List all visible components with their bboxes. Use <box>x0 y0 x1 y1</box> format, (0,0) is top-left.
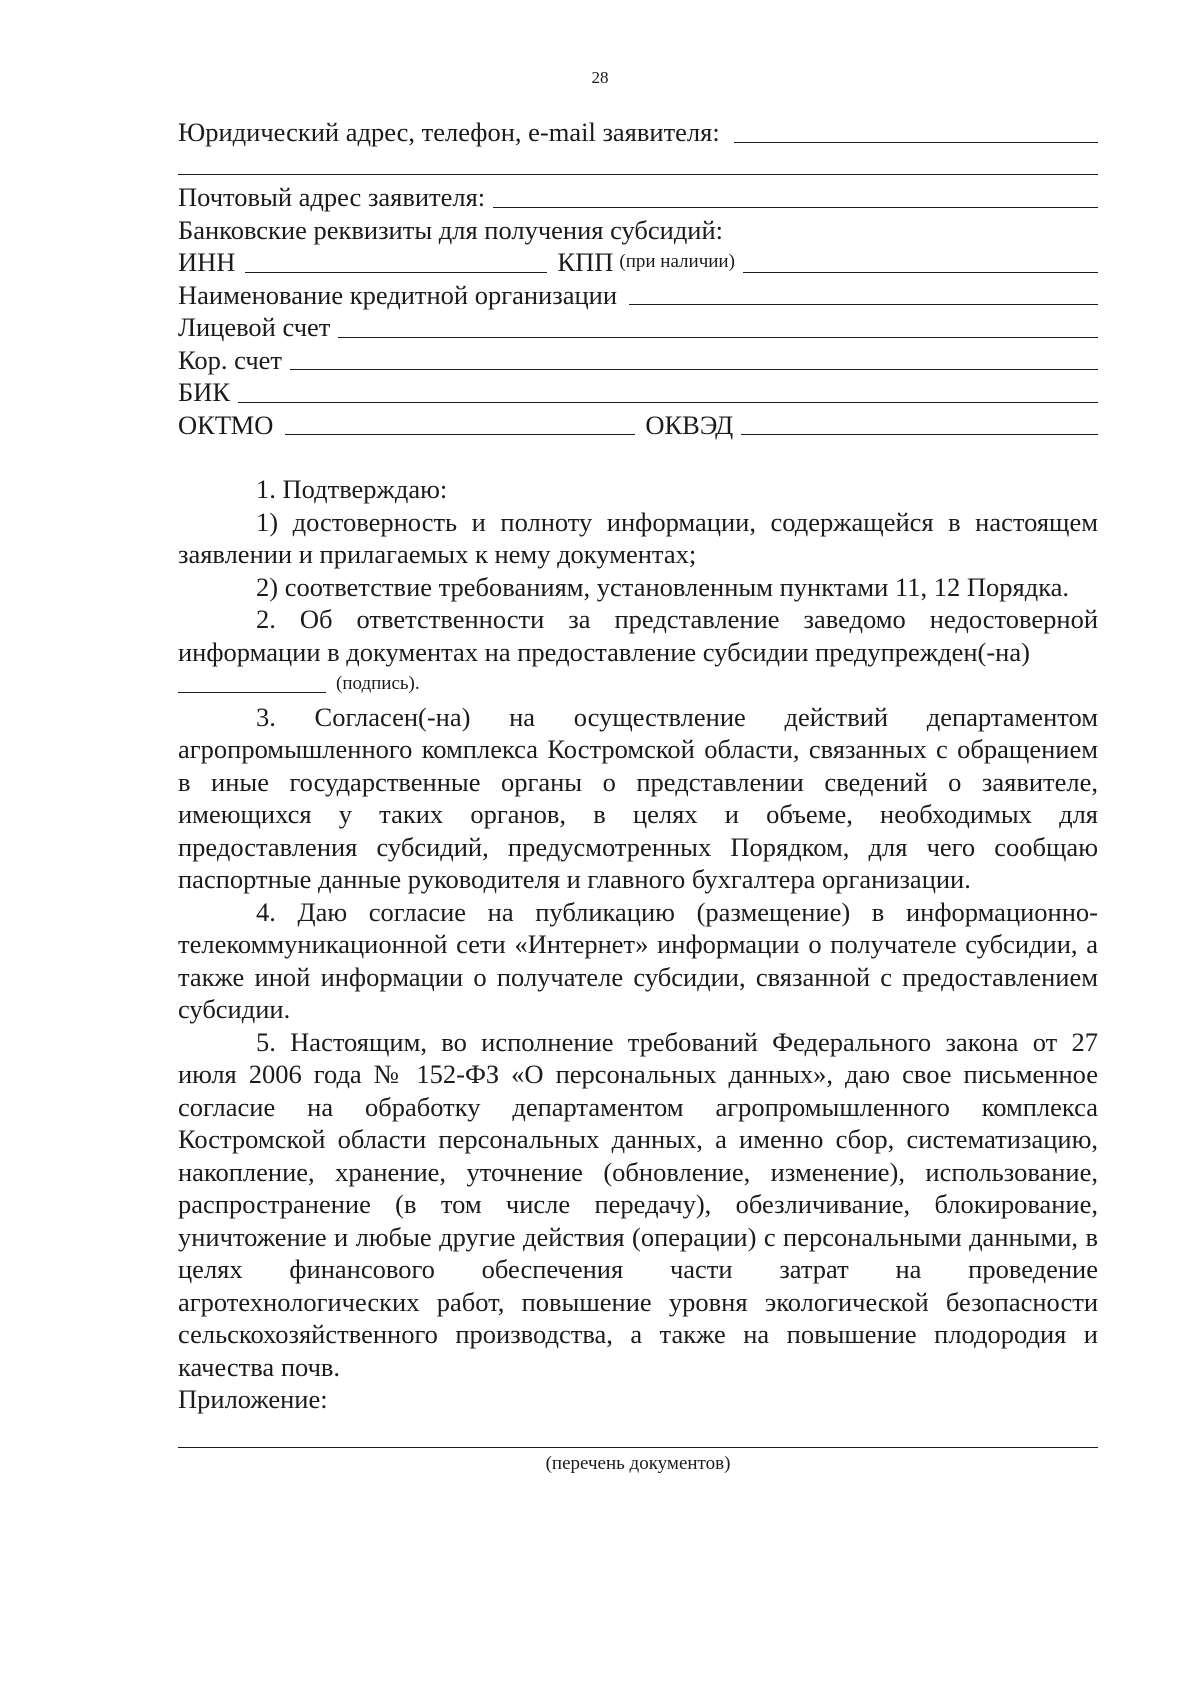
legal-address-field[interactable] <box>734 142 1098 143</box>
bank-details-label: Банковские реквизиты для получения субсидий: <box>178 214 724 245</box>
inn-kpp-row <box>178 246 1098 279</box>
bik-label: БИК <box>178 377 231 407</box>
postal-address-row <box>178 181 1098 214</box>
bik-field[interactable] <box>238 402 1098 403</box>
bik-row <box>178 376 1098 409</box>
credit-org-row <box>178 279 1098 312</box>
legal-address-continuation-field[interactable] <box>178 174 1098 175</box>
oktmo-okved-row <box>178 409 1098 442</box>
page-number: 28 <box>591 68 609 87</box>
responsibility-paragraph: 2. Об ответственности за представление заведомо недостоверной информации в документах на предоставление субсидии предупрежден(-на) <box>178 604 1098 667</box>
personal-account-row <box>178 311 1098 344</box>
appendix-label: Приложение: <box>178 1384 328 1414</box>
inn-field[interactable] <box>245 272 547 273</box>
legal-address-row <box>178 116 1098 149</box>
section-spacer <box>178 441 1098 473</box>
form-content <box>178 116 1098 1476</box>
bank-details-row <box>178 214 1098 247</box>
okved-label: ОКВЭД <box>645 409 734 440</box>
kpp-field[interactable] <box>743 272 1098 273</box>
corr-account-label: Кор. счет <box>178 344 283 375</box>
confirm-item-2: 2) соответствие требованиям, установленным пунктами 11, 12 Порядка. <box>256 571 1070 602</box>
consent-personal-data-paragraph: 5. Настоящим, во исполнение требований Федерального закона от 27 июля 2006 года № 152-ФЗ «О персональных данных», даю свое письменное согласие на обработку департаментом агропромышленного комплекса Костромской области персональных данных, а именно сбор, систематизацию, накопление, хранение, уточнение (обновление, изменение), использование, распространение (в том числе передачу), обезличивание, блокирование, уничтожение и любые другие действия (операции) с персональными данными, в целях финансового обеспечения части затрат на проведение агротехнологических работ, повышение уровня экологической безопасности сельскохозяйственного производства, а также на повышение плодородия и качества почв. <box>178 1026 1098 1382</box>
personal-account-label: Лицевой счет <box>178 312 331 342</box>
corr-account-row <box>178 344 1098 377</box>
kpp-label: КПП <box>557 247 614 277</box>
corr-account-field[interactable] <box>290 369 1098 370</box>
okved-field[interactable] <box>741 434 1098 435</box>
postal-address-field[interactable] <box>493 207 1098 208</box>
legal-address-continuation-row <box>178 149 1098 182</box>
signature-caption: (подпись). <box>336 673 420 694</box>
confirm-heading: 1. Подтверждаю: <box>256 474 448 504</box>
postal-address-label: Почтовый адрес заявителя: <box>178 182 486 212</box>
oktmo-label: ОКТМО <box>178 409 274 440</box>
credit-org-field[interactable] <box>629 304 1098 305</box>
credit-org-label: Наименование кредитной организации <box>178 279 618 310</box>
oktmo-field[interactable] <box>285 434 635 435</box>
legal-address-label: Юридический адрес, телефон, e-mail заявителя: <box>178 117 720 147</box>
signature-field[interactable] <box>178 692 326 693</box>
signature-row <box>178 668 1098 701</box>
personal-account-field[interactable] <box>338 337 1098 338</box>
confirm-item-1: 1) достоверность и полноту информации, содержащейся в настоящем заявлении и прилагаемых к нему документах; <box>178 506 1098 569</box>
kpp-note: (при наличии) <box>619 251 735 272</box>
appendix-row <box>178 1416 1098 1452</box>
consent-actions-paragraph: 3. Согласен(-на) на осуществление действий департаментом агропромышленного комплекса Костромской области, связанных с обращением в иные государственные органы о представлении сведений о заявителе, имеющихся у таких органов, в целях и объеме, необходимых для предоставления субсидий, предусмотренных Порядком, для чего сообщаю паспортные данные руководителя и главного бухгалтера организации. <box>178 701 1098 894</box>
appendix-field[interactable] <box>178 1447 1098 1448</box>
appendix-caption: (перечень документов) <box>545 1452 731 1474</box>
inn-label: ИНН <box>178 247 236 277</box>
consent-publication-paragraph: 4. Даю согласие на публикацию (размещение) в информационно-телекоммуникационной сети «Интернет» информации о получателе субсидии, а также иной информации о получателе субсидии, связанной с предоставлением субсидии. <box>178 896 1098 1024</box>
